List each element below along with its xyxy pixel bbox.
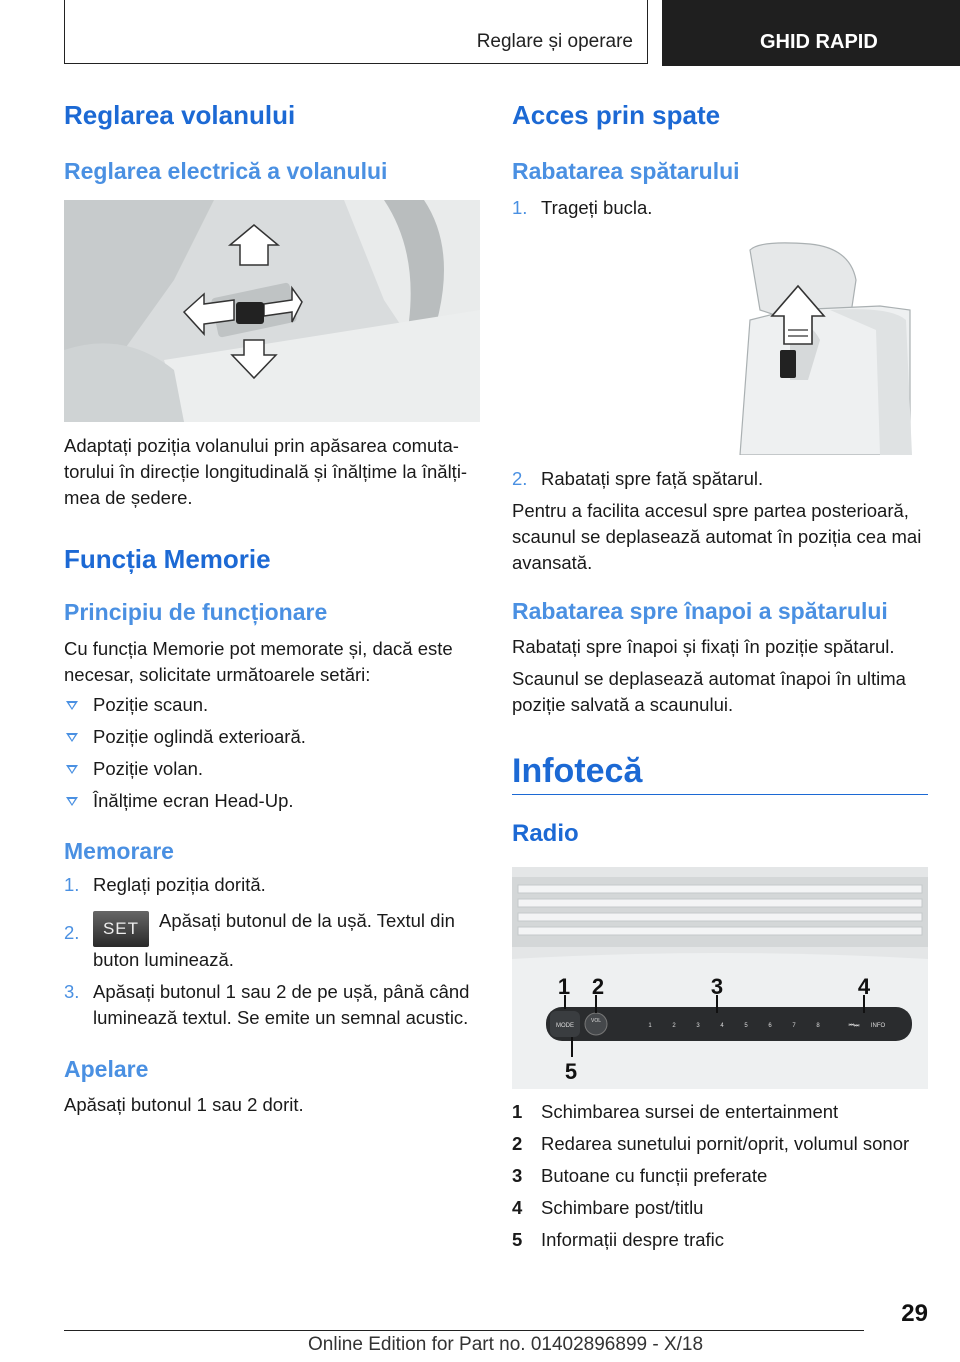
callout-5: 5	[564, 1059, 578, 1084]
fold-backrest-heading: Rabatarea spătarului	[512, 158, 740, 184]
infotainment-heading: Infotecă	[512, 752, 643, 790]
list-item: Poziție volan.	[64, 756, 480, 788]
call-heading: Apelare	[64, 1056, 149, 1082]
memory-heading: Funcția Memorie	[64, 544, 271, 574]
legend-item: 2 Redarea sunetului pornit/oprit, volumul sonor	[512, 1133, 910, 1154]
legend-item: 5 Informații despre trafic	[512, 1229, 725, 1250]
radio-panel-label: 2	[672, 1023, 676, 1029]
principle-heading: Principiu de funcționare	[64, 599, 328, 625]
header-box	[64, 0, 648, 64]
radio-heading: Radio	[512, 820, 579, 847]
bullet-triangle-icon	[66, 765, 78, 774]
radio-panel-label: MODE	[556, 1023, 574, 1029]
list-item: 2. SET Apăsați butonul de la ușă. Textul din buton luminează.	[64, 910, 455, 970]
fold-back-text-2: Scaunul se deplasează automat înapoi în ultima poziție salvată a scaunului.	[512, 668, 906, 715]
rear-access-heading: Acces prin spate	[512, 100, 721, 130]
section-rule	[512, 794, 928, 795]
list-item: Înălțime ecran Head-Up.	[64, 788, 480, 820]
radio-legend	[512, 1096, 928, 1256]
memory-list	[64, 692, 480, 820]
bullet-triangle-icon	[66, 701, 78, 710]
list-item: 2. Rabatați spre față spătarul.	[512, 468, 764, 489]
quick-guide-tab[interactable]	[662, 0, 960, 66]
list-item: Poziție scaun.	[64, 692, 480, 724]
radio-panel-image	[512, 867, 928, 1089]
page-number: 29	[901, 1300, 928, 1327]
list-item: Poziție oglindă exterioară.	[64, 724, 480, 756]
legend-item: 3 Butoane cu funcții preferate	[512, 1165, 768, 1186]
radio-panel-label: 6	[768, 1023, 772, 1029]
set-button-icon: SET	[93, 911, 149, 947]
fold-back-text-1: Rabatați spre înapoi și fixați în poziție spătarul.	[512, 636, 895, 657]
steering-heading: Reglarea volanului	[64, 100, 296, 130]
callout-2: 2	[591, 974, 605, 999]
steering-text: Adaptați poziția volanului prin apăsarea comuta-torului în direcție longitudinală și înălțime la înălți-mea de ședere.	[64, 435, 468, 508]
radio-panel-label: 8	[816, 1023, 820, 1029]
list-item: 3. Apăsați butonul 1 sau 2 de pe ușă, până când luminează textul. Se emite un semnal acustic.	[64, 981, 470, 1028]
electric-steering-heading: Reglarea electrică a volanului	[64, 158, 388, 184]
store-steps	[64, 872, 480, 1031]
radio-panel-label: INFO	[870, 1023, 886, 1029]
callout-4: 4	[857, 974, 871, 999]
header-section-title: Reglare și operare	[476, 31, 633, 52]
fold-back-heading: Rabatarea spre înapoi a spătarului	[512, 598, 888, 624]
store-heading: Memorare	[64, 838, 174, 864]
callout-3: 3	[710, 974, 724, 999]
radio-panel-label: VOL	[590, 1018, 602, 1024]
call-text: Apăsați butonul 1 sau 2 dorit.	[64, 1094, 304, 1115]
legend-item: 1 Schimbarea sursei de entertainment	[512, 1101, 839, 1122]
list-item: 1. Reglați poziția dorită.	[64, 874, 266, 895]
legend-item: 4 Schimbare post/titlu	[512, 1197, 704, 1218]
radio-panel-label: 1	[648, 1023, 652, 1029]
bullet-triangle-icon	[66, 797, 78, 806]
list-item: 1. Trageți bucla.	[512, 197, 653, 218]
footer-rule	[64, 1330, 864, 1331]
radio-panel-label: 3	[696, 1023, 700, 1029]
callout-1: 1	[557, 974, 571, 999]
radio-panel-label: ⏮⏭	[848, 1023, 860, 1029]
steering-adjust-image	[64, 200, 480, 422]
tab-label: GHID RAPID	[760, 31, 878, 53]
radio-panel-label: 5	[744, 1023, 748, 1029]
bullet-triangle-icon	[66, 733, 78, 742]
edition-text: Online Edition for Part no. 01402896899 - X/18	[308, 1334, 704, 1355]
principle-text: Cu funcția Memorie pot memorate și, dacă este necesar, solicitate următoarele setări:	[64, 638, 453, 685]
radio-panel-label: 4	[720, 1023, 724, 1029]
seat-backrest-image	[592, 240, 960, 455]
fold-text: Pentru a facilita accesul spre partea posterioară, scaunul se deplasează automat în poziția cea mai avansată.	[512, 500, 922, 573]
radio-panel-label: 7	[792, 1023, 796, 1029]
